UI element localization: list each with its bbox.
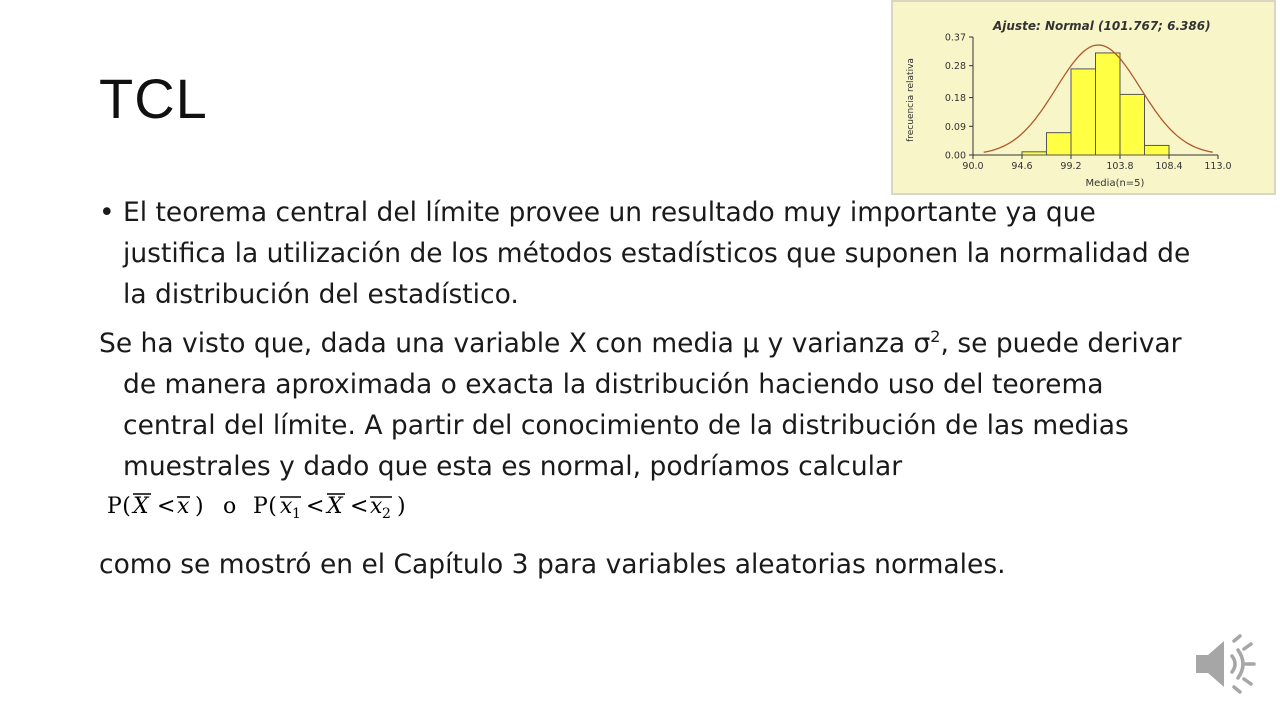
- x-tick-label: 99.2: [1060, 161, 1082, 172]
- chart-ylabel: frecuencia relativa: [906, 58, 916, 142]
- formula-sub-2: 2: [382, 506, 392, 522]
- speaker-wave: [1234, 687, 1240, 692]
- y-tick-label: 0.00: [944, 150, 966, 162]
- chart-title: Ajuste: Normal (101.767; 6.386): [993, 19, 1211, 33]
- speaker-body: [1196, 641, 1224, 687]
- speaker-wave: [1234, 636, 1240, 641]
- histogram-svg: [893, 2, 1274, 193]
- slide-body: [99, 192, 1199, 612]
- formula-lt1: <: [157, 494, 176, 519]
- x-tick-label: 90.0: [962, 161, 984, 172]
- histogram-bar: [1022, 152, 1047, 155]
- bullet-marker: •: [99, 197, 115, 228]
- speaker-wave: [1244, 644, 1251, 649]
- histogram-bar: [1047, 133, 1072, 155]
- histogram-bar: [1071, 69, 1096, 155]
- chart-xlabel: Media(n=5): [1085, 178, 1145, 189]
- x-tick-label: 108.4: [1155, 161, 1183, 172]
- formula-p1-close: ): [195, 494, 205, 519]
- superscript-2: 2: [930, 327, 941, 347]
- formula-p1-open: P(: [107, 494, 132, 519]
- slide-title: TCL: [99, 67, 208, 130]
- y-tick-label: 0.18: [944, 93, 966, 105]
- formula-sep: o: [223, 494, 237, 519]
- speaker-wave: [1232, 656, 1235, 672]
- formula-sub-1: 1: [292, 506, 302, 522]
- formula-X1: X: [133, 494, 150, 519]
- x-tick-label: 94.6: [1011, 161, 1033, 172]
- y-tick-label: 0.09: [944, 121, 966, 133]
- paragraph-2-rest: , se puede derivar de manera aproximada o exacta la distribución haciendo uso del teorema central del límite. A partir del conocimiento de la distribución de las medias muestrales y dado que esta es normal, podríamos calcular: [123, 328, 1182, 482]
- histogram-bar: [1120, 94, 1145, 155]
- formula-x1: x: [177, 494, 190, 519]
- speaker-svg: [1190, 633, 1256, 695]
- paragraph-1: El teorema central del límite provee un resultado muy importante ya que justifica la utilización de los métodos estadísticos que suponen la normalidad de la distribución del estadístico.: [123, 197, 1191, 310]
- probability-formula: [107, 488, 455, 536]
- y-tick-label: 0.37: [944, 32, 966, 44]
- speaker-icon[interactable]: [1190, 633, 1256, 695]
- x-tick-label: 113.0: [1204, 161, 1232, 172]
- formula-lt3: <: [350, 494, 369, 519]
- formula-lt2: <: [306, 494, 325, 519]
- speaker-wave: [1244, 679, 1251, 684]
- paragraph-2-start: Se ha visto que, dada una variable X con media µ y varianza σ: [99, 328, 931, 359]
- bullet-paragraph: [99, 192, 1199, 315]
- histogram-bar: [1096, 53, 1121, 155]
- paragraph-2-block: [99, 323, 1199, 536]
- formula-p2-open: P(: [253, 494, 278, 519]
- speaker-wave: [1238, 650, 1243, 678]
- x-tick-label: 103.8: [1106, 161, 1134, 172]
- histogram-chart: [891, 0, 1276, 195]
- histogram-bar: [1145, 145, 1170, 155]
- formula-x-2: x: [370, 494, 383, 519]
- formula-X2: X: [327, 494, 344, 519]
- y-tick-label: 0.28: [944, 61, 966, 73]
- formula-p2-close: ): [397, 494, 407, 519]
- formula-x-1: x: [280, 494, 293, 519]
- formula-image: [105, 488, 455, 522]
- paragraph-3: como se mostró en el Capítulo 3 para variables aleatorias normales.: [99, 549, 1006, 580]
